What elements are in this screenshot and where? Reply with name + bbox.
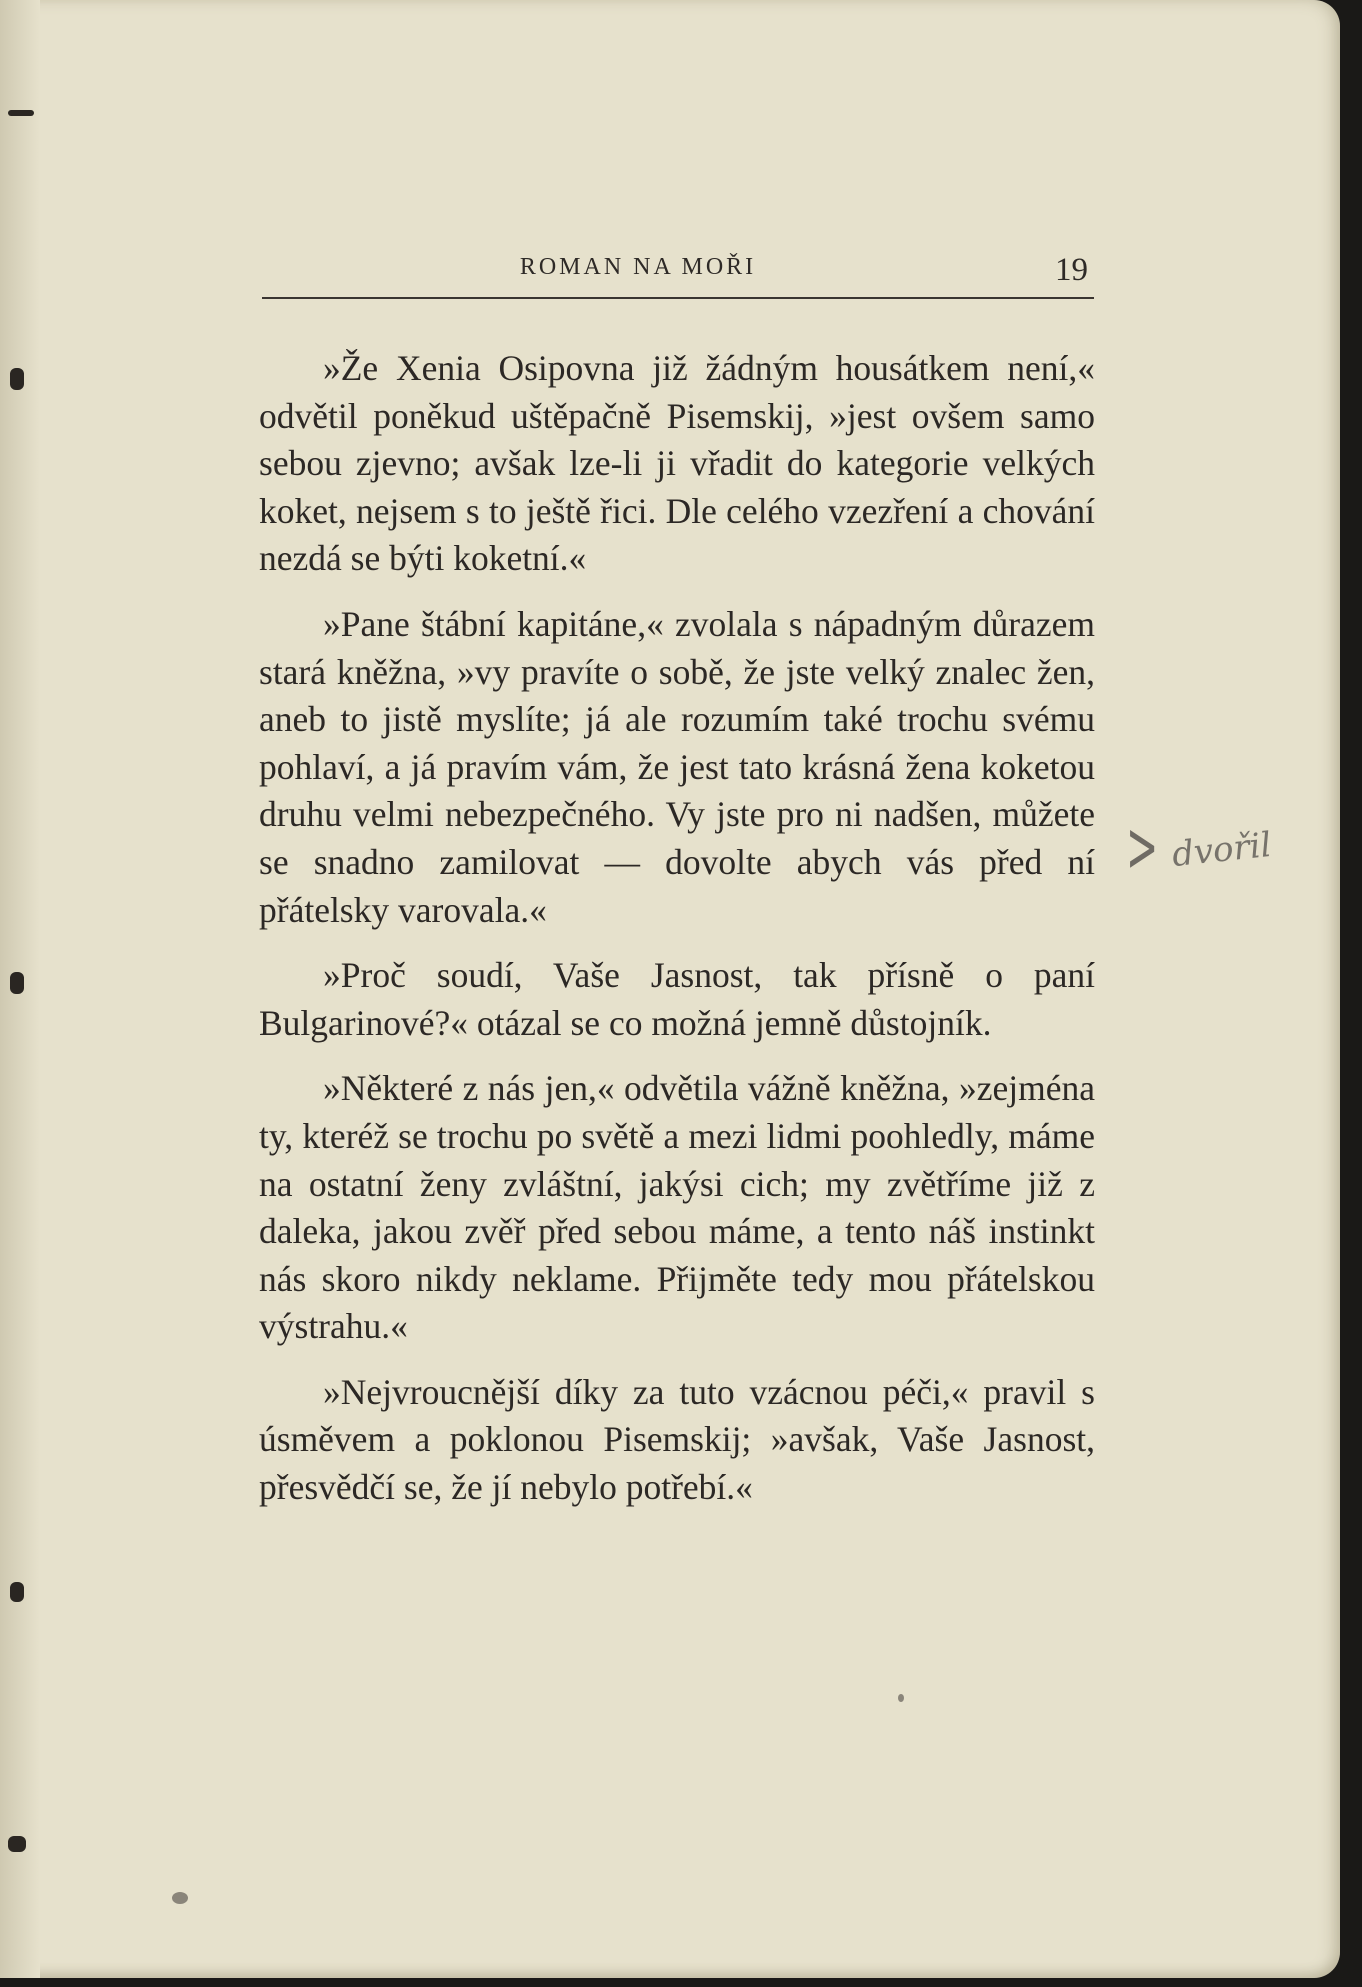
paragraph: »Pane štábní kapitáne,« zvolala s nápadným důrazem stará kněžna, »vy pravíte o sobě, že jste velký znalec žen, aneb to jistě myslíte; já ale rozumím také trochu svému pohlaví, a já pravím vám, že jest tato krásná žena koketou druhu velmi nebezpečného. Vy jste pro ni nadšen, můžete se snadno zamilovat — dovolte abych vás před ní přátelsky varovala.« [259,603,1095,930]
binding-thread-mark [8,110,34,116]
page-number: 19 [1055,252,1088,288]
margin-bracket-mark: > [1126,806,1159,888]
binding-thread-mark [8,1836,26,1852]
page-gutter [0,0,40,1978]
binding-thread-mark [10,1582,24,1602]
paper-speck [172,1892,188,1904]
paper-speck [898,1694,904,1702]
paragraph: »Že Xenia Osipovna již žádným housátkem není,« odvětil poněkud uštěpačně Pisemskij, »jest ovšem samo sebou zjevno; avšak lze-li ji vřadit do kategorie velkých koket, nejsem s to ještě řici. Dle celého vzezření a chování nezdá se býti koketní.« [259,348,1095,579]
running-title: ROMAN NA MOŘI [519,254,757,280]
binding-thread-mark [10,972,24,994]
binding-thread-mark [10,368,24,390]
paragraph: »Některé z nás jen,« odvětila vážně kněžna, »zejména ty, kteréž se trochu po světě a mezi lidmi poohledly, máme na ostatní ženy zvláštní, jakýsi cich; my zvětříme již z daleka, jakou zvěř před sebou máme, a tento náš instinkt nás skoro nikdy neklame. Přijměte tedy mou přátelskou výstrahu.« [259,1068,1095,1347]
paragraph: »Nejvroucnější díky za tuto vzácnou péči,« pravil s úsměvem a poklonou Pisemskij; »avšak, Vaše Jasnost, přesvědčí se, že jí nebylo potřebí.« [259,1371,1095,1508]
page-header [262,248,1094,298]
paragraph: »Proč soudí, Vaše Jasnost, tak přísně o paní Bulgarinové?« otázal se co možná jemně důstojník. [259,955,1095,1043]
body-text [259,345,1095,1530]
header-rule [262,297,1094,299]
margin-handwriting: dvořil [1170,824,1274,876]
handwritten-margin-note [1120,806,1280,892]
